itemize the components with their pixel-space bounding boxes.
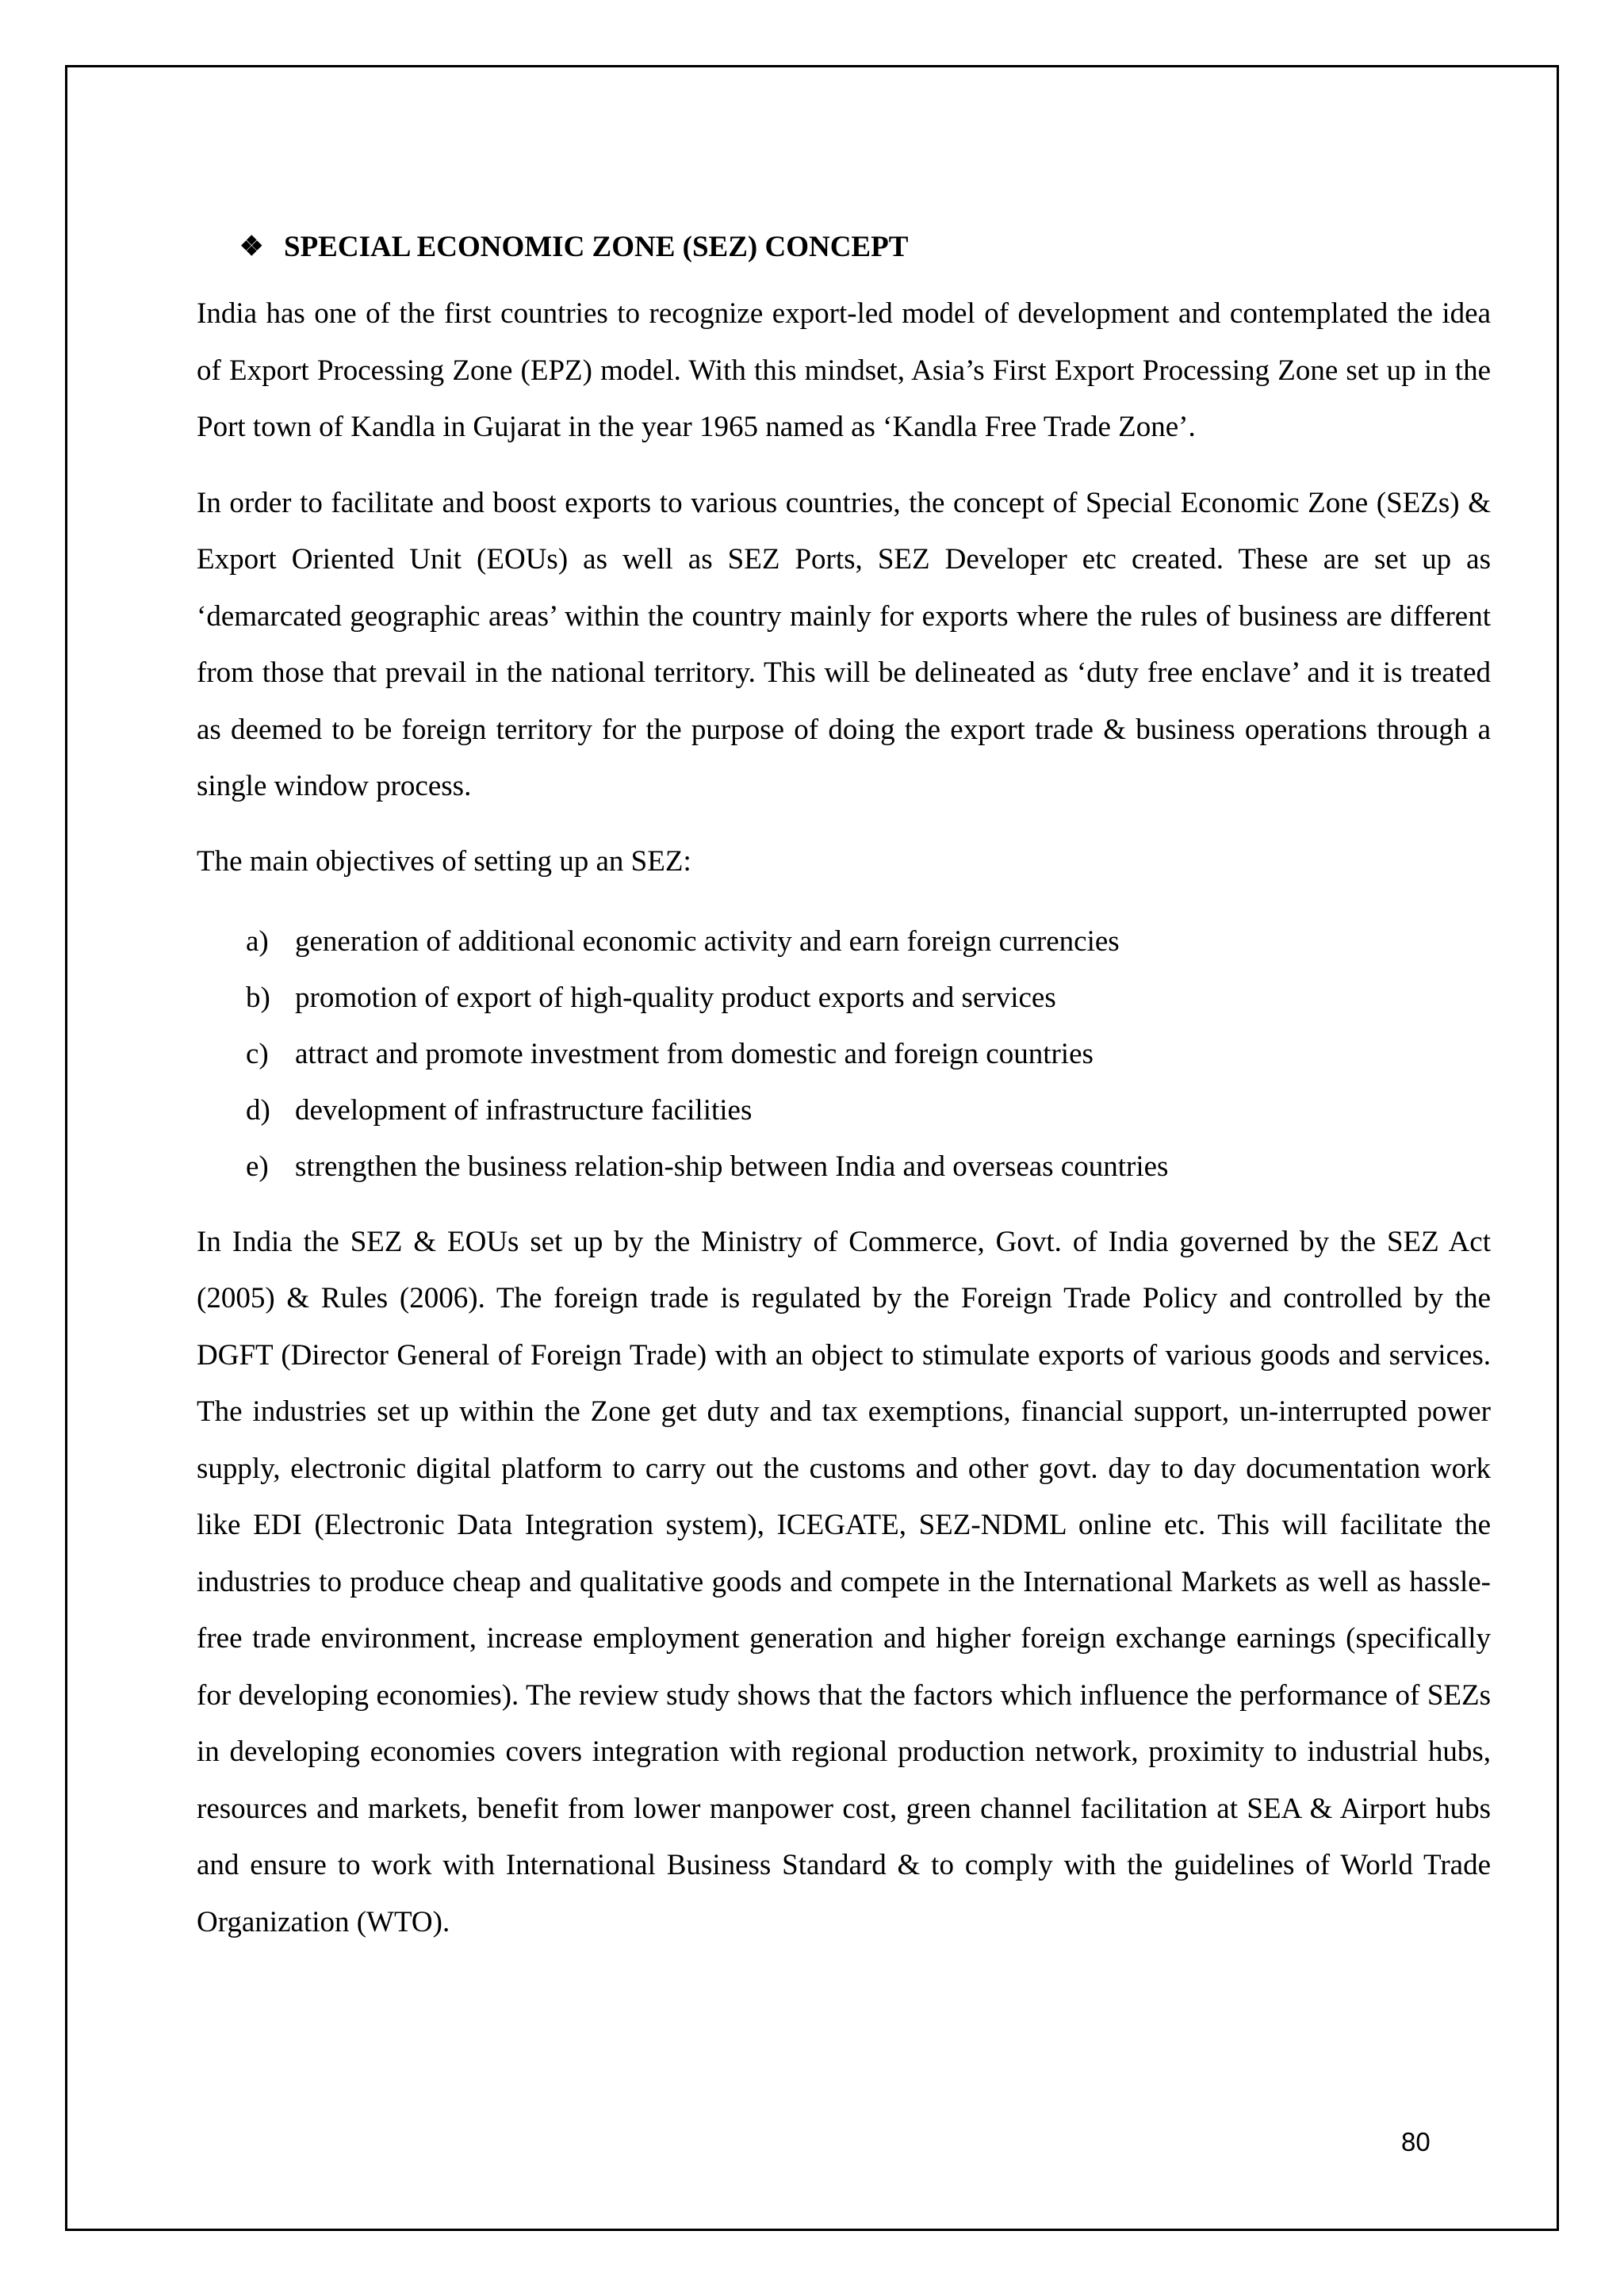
paragraph-history: India has one of the first countries to recognize export-led model of development and contemplated the idea of Export Processing Zone (EPZ) model. With this mindset, Asia’s First Export Processing Zone set up in the Port town of Kandla in Gujarat in the year 1965 named as ‘Kandla Free Trade Zone’.	[197, 297, 1491, 443]
list-marker: a)	[246, 924, 269, 958]
list-item	[246, 1082, 1491, 1138]
page-content	[197, 224, 1491, 1969]
section-heading	[197, 224, 1491, 271]
list-item-text: attract and promote investment from domestic and foreign countries	[295, 1037, 1094, 1070]
list-item	[246, 913, 1491, 970]
page-number: 80	[1401, 2127, 1431, 2156]
objectives-list	[197, 913, 1491, 1195]
paragraph-india-regulation: In India the SEZ & EOUs set up by the Ministry of Commerce, Govt. of India governed by the SEZ Act (2005) & Rules (2006). The foreign trade is regulated by the Foreign Trade Policy and controlled by the DGFT (Director General of Foreign Trade) with an object to stimulate exports of various goods and services. The industries set up within the Zone get duty and tax exemptions, financial support, un-interrupted power supply, electronic digital platform to carry out the customs and other govt. day to day documentation work like EDI (Electronic Data Integration system), ICEGATE, SEZ-NDML online etc. This will facilitate the industries to produce cheap and qualitative goods and compete in the International Markets as well as hassle-free trade environment, increase employment generation and higher foreign exchange earnings (specifically for developing economies). The review study shows that the factors which influence the performance of SEZs in developing economies covers integration with regional production network, proximity to industrial hubs, resources and markets, benefit from lower manpower cost, green channel facilitation at SEA & Airport hubs and ensure to work with International Business Standard & to comply with the guidelines of World Trade Organization (WTO).	[197, 1225, 1491, 1938]
list-item	[246, 970, 1491, 1026]
list-item	[246, 1026, 1491, 1082]
section-title: SPECIAL ECONOMIC ZONE (SEZ) CONCEPT	[284, 231, 909, 263]
list-marker: d)	[246, 1093, 270, 1127]
list-item	[246, 1138, 1491, 1195]
paragraph-concept: In order to facilitate and boost exports to various countries, the concept of Special Economic Zone (SEZs) & Export Oriented Unit (EOUs) as well as SEZ Ports, SEZ Developer etc created. These are set up as ‘demarcated geographic areas’ within the country mainly for exports where the rules of business are different from those that prevail in the national territory. This will be delineated as ‘duty free enclave’ and it is treated as deemed to be foreign territory for the purpose of doing the export trade & business operations through a single window process.	[197, 486, 1491, 802]
list-item-text: generation of additional economic activity and earn foreign currencies	[295, 924, 1120, 958]
diamond-bullet-icon: ❖	[239, 232, 264, 262]
list-item-text: development of infrastructure facilities	[295, 1093, 753, 1127]
list-item-text: strengthen the business relation-ship between India and overseas countries	[295, 1150, 1169, 1183]
list-marker: b)	[246, 981, 270, 1014]
objectives-intro: The main objectives of setting up an SEZ:	[197, 844, 691, 878]
list-marker: e)	[246, 1150, 269, 1183]
list-item-text: promotion of export of high-quality product exports and services	[295, 981, 1056, 1014]
list-marker: c)	[246, 1037, 269, 1070]
